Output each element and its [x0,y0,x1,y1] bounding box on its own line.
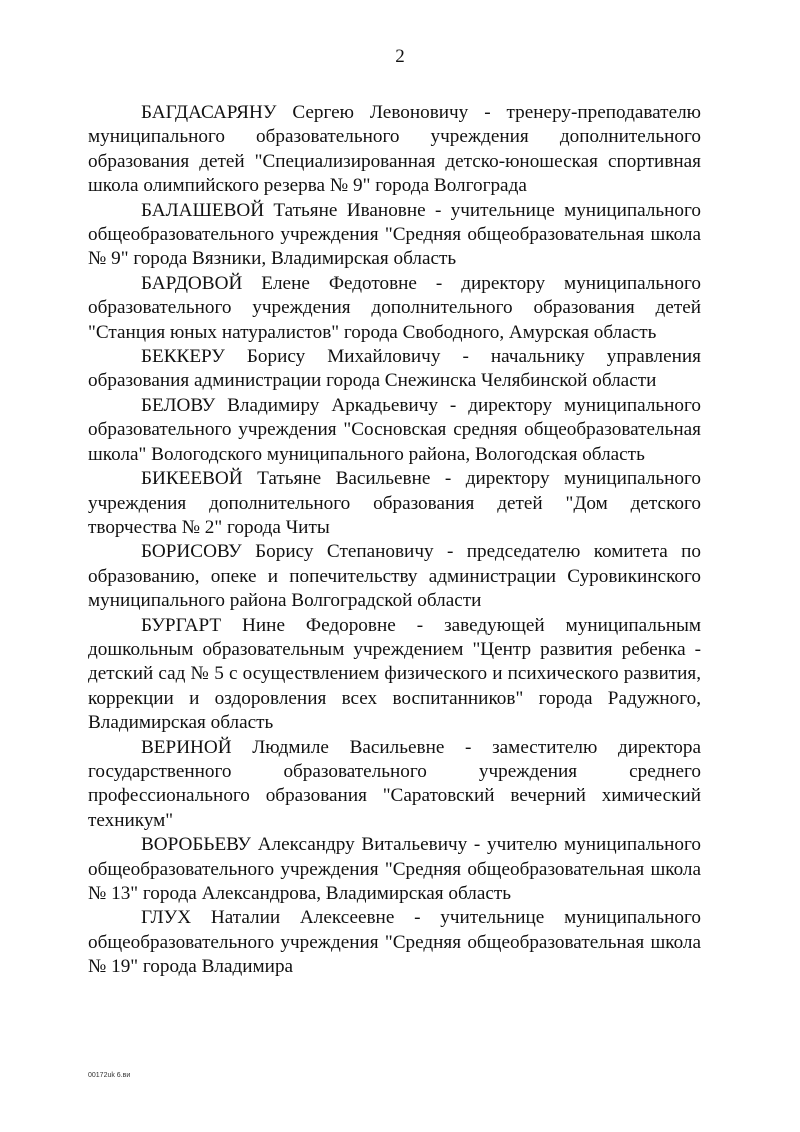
list-item [88,467,701,540]
list-item [88,906,701,979]
list-item [88,394,701,467]
entry-text: ВЕРИНОЙ Людмиле Васильевне - заместителю директора государственного образовательного учреждения среднего профессионального образования "Саратовский вечерний химический техникум" [88,736,701,831]
list-item [88,540,701,613]
list-item [88,614,701,736]
page-number: 2 [395,46,405,67]
entry-text: БУРГАРТ Нине Федоровне - заведующей муниципальным дошкольным образовательным учреждением "Центр развития ребенка - детский сад № 5 с осуществлением физического и психического развития, коррекции и оздоровления всех воспитанников" города Радужного, Владимирская область [88,614,701,734]
list-item [88,101,701,199]
entry-text: БЕККЕРУ Борису Михайловичу - начальнику управления образования администрации города Снежинска Челябинской области [88,346,701,392]
entry-text: БАГДАСАРЯНУ Сергею Левоновичу - тренеру-преподавателю муниципального образовательного учреждения дополнительного образования детей "Специализированная детско-юношеская спортивная школа олимпийского резерва № 9" города Волгограда [88,102,701,197]
entry-text: БЕЛОВУ Владимиру Аркадьевичу - директору муниципального образовательного учреждения "Сосновская средняя общеобразовательная школа" Вологодского муниципального района, Вологодская область [88,394,701,465]
entry-text: БИКЕЕВОЙ Татьяне Васильевне - директору муниципального учреждения дополнительного образования детей "Дом детского творчества № 2" города Читы [88,468,701,538]
entry-text: БОРИСОВУ Борису Степановичу - председателю комитета по образованию, опеке и попечительству администрации Суровикинского муниципального района Волгоградской области [88,541,701,612]
list-item [88,345,701,394]
document-code: 00172uk 6.ви [88,1072,131,1079]
list-item [88,833,701,906]
list-item [88,736,701,834]
entry-text: БАЛАШЕВОЙ Татьяне Ивановне - учительнице муниципального общеобразовательного учреждения "Средняя общеобразовательная школа № 9" города Вязники, Владимирская область [88,199,701,270]
list-item [88,199,701,272]
awardee-list [88,101,701,980]
list-item [88,272,701,345]
entry-text: БАРДОВОЙ Елене Федотовне - директору муниципального образовательного учреждения дополнительного образования детей "Станция юных натуралистов" города Свободного, Амурская область [88,272,701,343]
entry-text: ВОРОБЬЕВУ Александру Витальевичу - учителю муниципального общеобразовательного учреждения "Средняя общеобразовательная школа № 13" города Александрова, Владимирская область [88,834,701,904]
entry-text: ГЛУХ Наталии Алексеевне - учительнице муниципального общеобразовательного учреждения "Средняя общеобразовательная школа № 19" города Владимира [88,907,701,978]
